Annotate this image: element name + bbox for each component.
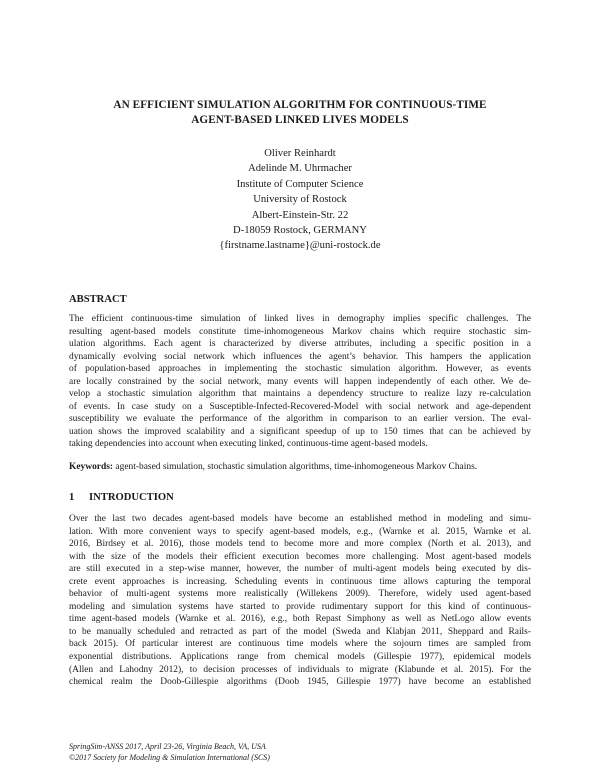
abstract-heading: ABSTRACT xyxy=(69,294,127,305)
body-line: 2016, Birdsey et al. 2016), those models tend to become more and more complex (North et al. 2013), and xyxy=(69,539,531,550)
body-line: modeling and simulation systems have started to provide rudimentary support for this kind of continuous- xyxy=(69,601,531,612)
body-line: behavior of multi-agent systems more realistically (Willekens 2009). Therefore, widely used agent-based xyxy=(69,589,531,600)
author-email: {firstname.lastname}@uni-rostock.de xyxy=(219,240,381,252)
body-line: (Allen and Lahodny 2012), to decision processes of individuals to migrate (Klabunde et al. 2015). For the xyxy=(69,664,531,675)
author-street: Albert-Einstein-Str. 22 xyxy=(251,209,349,221)
abstract-line: taking dependencies into account when executing linked, continuous-time agent-based models. xyxy=(69,439,428,449)
abstract-line: resulting agent-based models constitute time-inhomogeneous Markov chains which require stochastic sim- xyxy=(69,326,531,337)
abstract-line: of events. In case study on a Susceptible-Infected-Recovered-Model with social network and age-dependent xyxy=(69,401,531,412)
title-line-2: AGENT-BASED LINKED LIVES MODELS xyxy=(191,114,409,126)
author-city: D-18059 Rostock, GERMANY xyxy=(233,225,367,237)
abstract-line: dynamically evolving social network which influences the agent’s behavior. This hampers the application xyxy=(69,351,531,362)
body-line: with the size of the models their efficient execution becomes more challenging. Most agent-based models xyxy=(69,551,531,562)
title-line-1: AN EFFICIENT SIMULATION ALGORITHM FOR CONTINUOUS-TIME xyxy=(113,99,487,111)
body-line: time agent-based models (Warnke et al. 2016), e.g., both Repast Simphony as well as NetLogo allow events xyxy=(69,614,531,625)
body-line: exponential distributions. Applications range from chemical models (Gillespie 1977), epidemical models xyxy=(69,652,531,663)
footer-copyright: ©2017 Society for Modeling & Simulation International (SCS) xyxy=(69,753,270,762)
section-heading-introduction xyxy=(69,492,174,503)
abstract-line: are locally constrained by the social network, many events will happen independently of each other. We de- xyxy=(69,376,531,387)
section-title: INTRODUCTION xyxy=(89,492,174,503)
body-line: Over the last two decades agent-based models have become an established method in modeling and simu- xyxy=(69,514,531,524)
keywords xyxy=(69,461,539,474)
abstract-line: ulation algorithms. Each agent is characterized by diverse attributes, including a specific position in a xyxy=(69,339,531,349)
body-line: back 2015). Of particular interest are continuous time models where the sojourn times are sampled from xyxy=(69,639,531,650)
author-block xyxy=(150,146,450,254)
author-name-1: Oliver Reinhardt xyxy=(264,148,336,159)
keywords-label: Keywords: xyxy=(69,462,114,472)
paper-title xyxy=(60,98,540,128)
author-name-2: Adelinde M. Uhrmacher xyxy=(248,163,352,175)
footer-conference: SpringSim-ANSS 2017, April 23-26, Virginia Beach, VA, USA xyxy=(69,742,266,751)
body-line: chemical realm the Doob-Gillespie algorithms (Doob 1945, Gillespie 1977) have become an established xyxy=(69,677,531,688)
body-line: to be manually scheduled and retracted as part of the model (Sweda and Klabjan 2011, Sheppard and Rails- xyxy=(69,626,531,637)
body-line: lation. With more convenient ways to specify agent-based models, e.g., (Warnke et al. 2015, Warnke et al. xyxy=(69,526,531,537)
body-line: are still executed in a step-wise manner, however, the number of multi-agent models being executed by dis- xyxy=(69,564,531,575)
abstract-line: of population-based approaches in implementing the stochastic simulation algorithm. However, as events xyxy=(69,364,531,374)
abstract-line: velop a stochastic simulation algorithm that maintains a dependency structure to realize lazy re-calculation xyxy=(69,389,531,399)
author-institute: Institute of Computer Science xyxy=(236,178,364,190)
abstract-body xyxy=(69,313,531,451)
abstract-line: The efficient continuous-time simulation of linked lives in demography implies specific challenges. The xyxy=(69,314,531,324)
abstract-line: uation shows the improved scalability and a significant speedup of up to 150 times that can be achieved by xyxy=(69,426,531,437)
body-line: crete event approaches is increasing. Scheduling events in continuous time allows capturing the temporal xyxy=(69,576,531,587)
introduction-body xyxy=(69,513,531,689)
page-footer xyxy=(69,741,270,763)
section-number: 1 xyxy=(69,492,75,503)
abstract-line: susceptibility we evaluate the performance of the algorithm in comparison to an earlier version. The eval- xyxy=(69,414,531,424)
author-university: University of Rostock xyxy=(253,194,347,206)
keywords-text: agent-based simulation, stochastic simulation algorithms, time-inhomogeneous Markov Chains. xyxy=(115,462,478,472)
